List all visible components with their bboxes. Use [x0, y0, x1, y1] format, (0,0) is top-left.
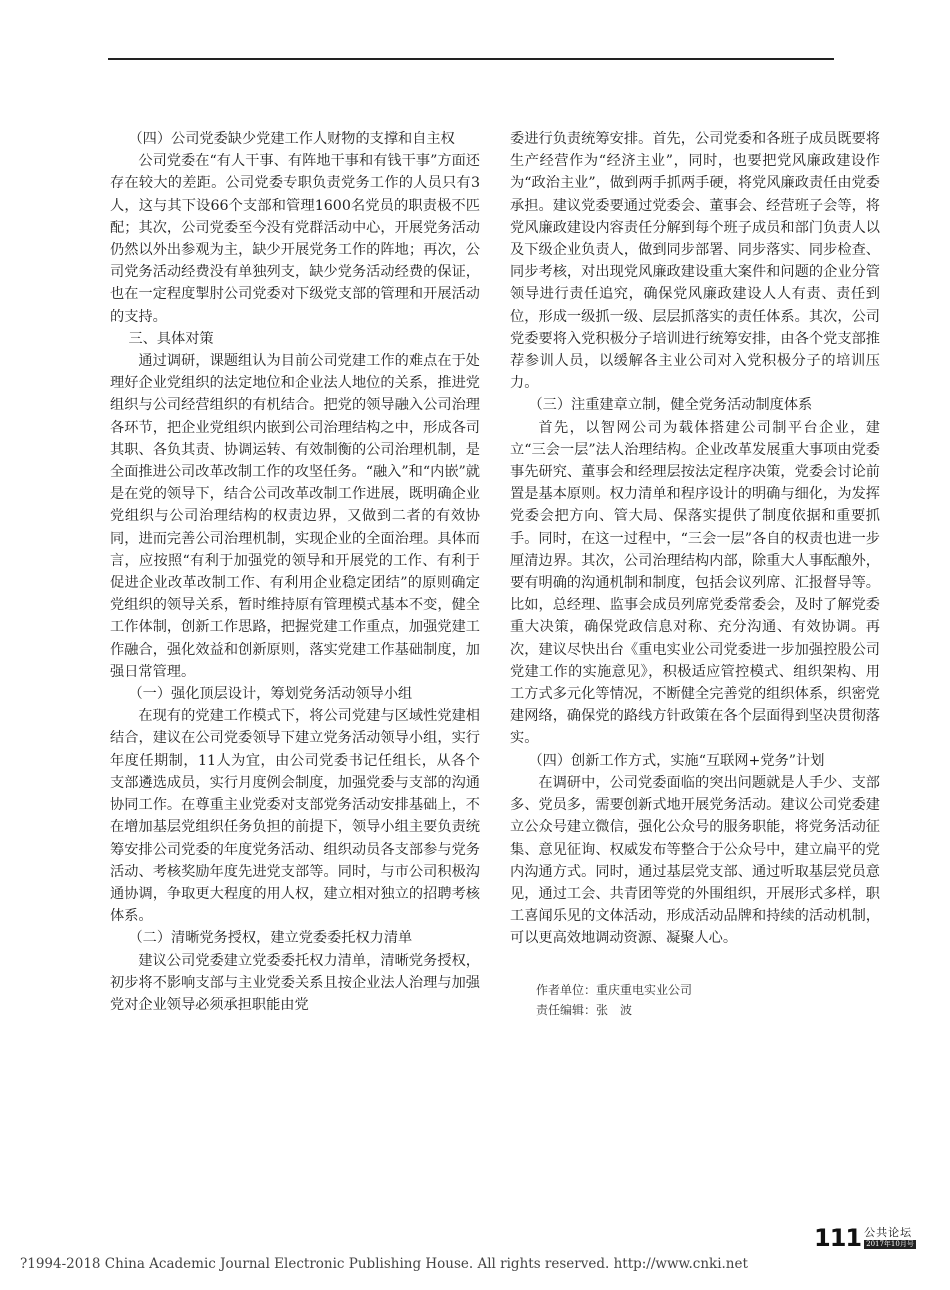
header-rule — [108, 58, 834, 60]
paragraph: 首先，以智网公司为载体搭建公司制平台企业，建立“三会一层”法人治理结构。企业改革发展重大事项由党委事先研究、董事会和经理层按法定程序决策，党委会讨论前置是基本原则。权力清单和程序设计的明确与细化，为发挥党委会把方向、管大局、保落实提供了制度依据和重要抓手。同时，在这一过程中，“三会一层”各自的权责也进一步厘清边界。其次，公司治理结构内部，除重大人事酝酿外，要有明确的沟通机制和制度，包括会议列席、汇报督导等。比如，总经理、监事会成员列席党委常委会，及时了解党委重大决策，确保党政信息对称、充分沟通、有效协调。再次，建议尽快出台《重电实业公司党委进一步加强控股公司党建工作的实施意见》，积极适应管控模式、组织架构、用工方式多元化等情况，不断健全完善党的组织体系，织密党建网络，确保党的路线方针政策在各个层面得到坚决贯彻落实。 — [510, 419, 880, 747]
page-number: 111 — [814, 1224, 862, 1252]
section-heading: 三、具体对策 — [128, 330, 214, 347]
section-heading: （四）创新工作方式，实施“互联网+党务”计划 — [528, 752, 825, 769]
section-heading: （二）清晰党务授权，建立党委委托权力清单 — [128, 930, 413, 947]
paragraph: 在现有的党建工作模式下，将公司党建与区域性党建相结合，建议在公司党委领导下建立党务活动领导小组，实行年度任期制，11人为宜，由公司党委书记任组长，从各个支部遴选成员，实行月度例会制度，加强党委与支部的沟通协同工作。在尊重主业党委对支部党务活动安排基础上，不在增加基层党组织任务负担的前提下，领导小组主要负责统筹安排公司党委的年度党务活动、组织动员各支部参与党务活动、考核奖励年度先进党支部等。同时，与市公司积极沟通协调，争取更大程度的用人权，建立相对独立的招聘考核体系。 — [110, 708, 480, 925]
section-heading: （一）强化顶层设计，筹划党务活动领导小组 — [128, 686, 413, 703]
author-unit: 作者单位：重庆重电实业公司 — [536, 982, 693, 997]
paragraph: 公司党委在“有人干事、有阵地干事和有钱干事”方面还存在较大的差距。公司党委专职负责党务工作的人员只有3人，这与其下设66个支部和管理1600名党员的职责极不匹配；其次，公司党委至今没有党群活动中心，开展党务活动仍然以外出参观为主，缺少开展党务工作的阵地；再次，公司党务活动经费没有单独列支，缺少党务活动经费的保证，也在一定程度掣肘公司党委对下级党支部的管理和开展活动的支持。 — [110, 153, 480, 325]
paragraph: 建议公司党委建立党委委托权力清单，清晰党务授权，初步将不影响支部与主业党委关系且按企业法人治理与加强党对企业领导必须承担职能由党 — [110, 952, 480, 1013]
journal-name: 公共论坛 — [864, 1226, 913, 1239]
issue-date: 2017年10月号 — [866, 1240, 914, 1248]
section-heading: （四）公司党委缺少党建工作人财物的支撑和自主权 — [128, 131, 455, 147]
paragraph: 委进行负责统筹安排。首先，公司党委和各班子成员既要将生产经营作为“经济主业”，同时，也要把党风廉政建设作为“政治主业”，做到两手抓两手硬，将党风廉政责任由党委承担。建议党委要通过党委会、董事会、经营班子会等，将党风廉政建设内容责任分解到每个班子成员和部门负责人以及下级企业负责人，做到同步部署、同步落实、同步检查、同步考核，对出现党风廉政建设重大案件和问题的企业分管领导进行责任追究，确保党风廉政建设人人有责、责任到位，形成一级抓一级、层层抓落实的责任体系。其次，公司党委要将入党积极分子培训进行统筹安排，由各个党支部推荐参训人员，以缓解各主业公司对入党积极分子的培训压力。 — [510, 131, 880, 392]
paragraph: 在调研中，公司党委面临的突出问题就是人手少、支部多、党员多，需要创新式地开展党务活动。建议公司党委建立公众号建立微信，强化公众号的服务职能，将党务活动征集、意见征询、权威发布等整合于公众号中，建立扁平的党内沟通方式。同时，通过基层党支部、通过听取基层党员意见，通过工会、共青团等党的外围组织，开展形式多样，职工喜闻乐见的文体活动，形成活动品牌和持续的活动机制，可以更高效地调动资源、凝聚人心。 — [510, 774, 880, 947]
article-credits — [510, 980, 880, 1020]
article-column-right — [510, 128, 880, 1020]
journal-mark — [864, 1227, 916, 1249]
copyright-notice: ?1994-2018 China Academic Journal Electronic Publishing House. All rights reserved. http://www.cnki.net — [20, 1256, 748, 1272]
paragraph: 通过调研，课题组认为目前公司党建工作的难点在于处理好企业党组织的法定地位和企业法人地位的关系，推进党组织与公司经营组织的有机结合。把党的领导融入公司治理各环节，把企业党组织内嵌到公司治理结构之中，形成各司其职、各负其责、协调运转、有效制衡的公司治理机制，是全面推进公司改革改制工作的攻坚任务。“融入”和“内嵌”就是在党的领导下，结合公司改革改制工作进展，既明确企业党组织与公司治理结构的权责边界，又做到二者的有效协同，进而完善公司治理机制，实现企业的全面治理。具体而言，应按照“有利于加强党的领导和开展党的工作、有利于促进企业改革改制工作、有利用企业稳定团结”的原则确定党组织的领导关系，暂时维持原有管理模式基本不变，健全工作体制，创新工作思路，把握党建工作重点，加强党建工作融合，强化效益和创新原则，落实党建工作基础制度，加强日常管理。 — [110, 353, 480, 680]
article-column-left — [110, 128, 480, 1016]
section-heading: （三）注重建章立制，健全党务活动制度体系 — [528, 397, 813, 414]
page-footer — [814, 1225, 916, 1251]
responsible-editor: 责任编辑：张 波 — [536, 1002, 633, 1017]
